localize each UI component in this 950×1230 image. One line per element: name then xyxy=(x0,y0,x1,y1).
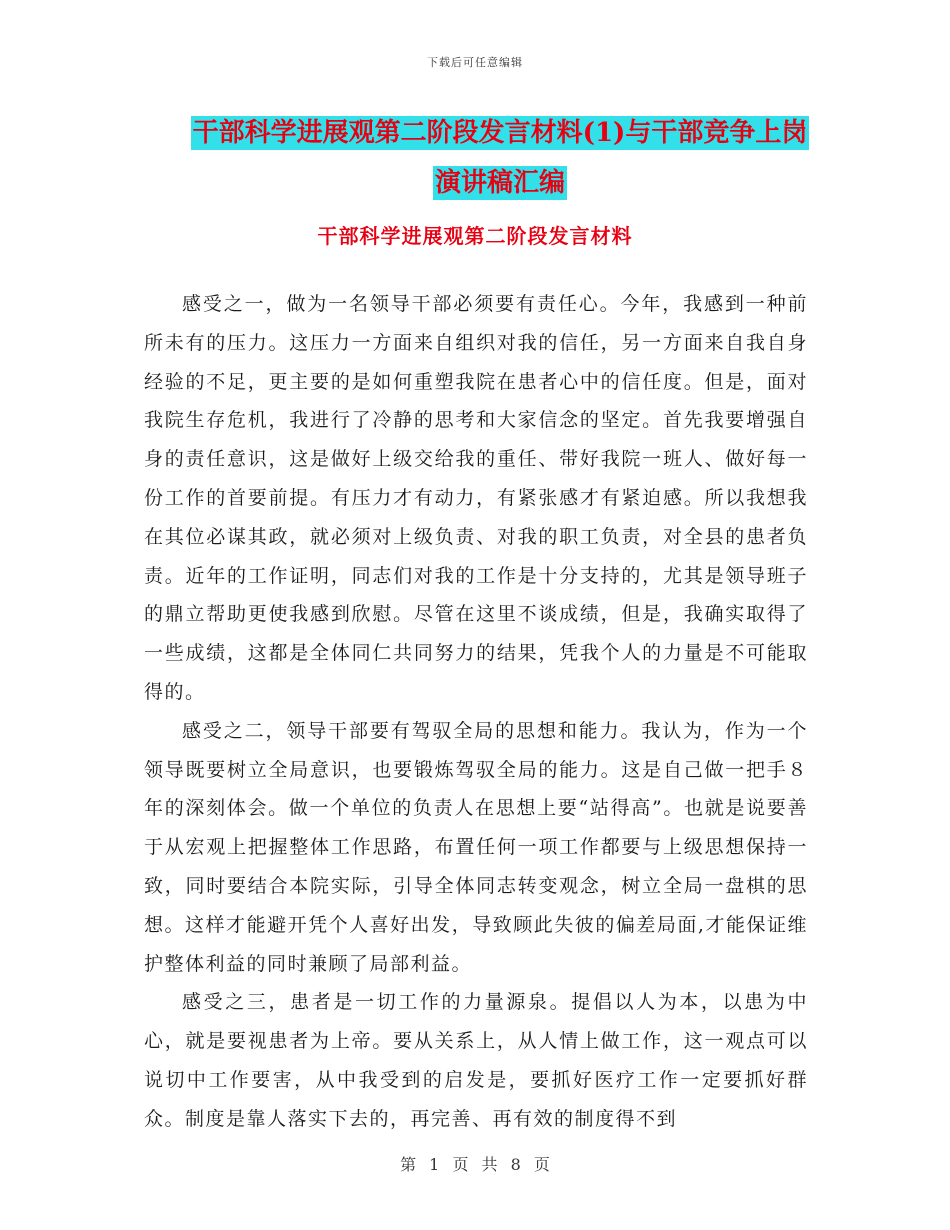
document-title-line-1: 干部科学进展观第二阶段发言材料(1)与干部竞争上岗 xyxy=(192,118,808,148)
page-footer: 第 1 页 共 8 页 xyxy=(400,1155,550,1174)
section-title: 干部科学进展观第二阶段发言材料 xyxy=(317,224,633,248)
document-title xyxy=(140,108,860,208)
paragraph-3: 感受之三，患者是一切工作的力量源泉。提倡以人为本，以患为中心，就是要视患者为上帝。要从关系上，从人情上做工作，这一观点可以说切中工作要害，从中我受到的启发是，要抓好医疗工作一定要抓好群众。制度是靠人落实下去的，再完善、再有效的制度得不到 xyxy=(144,991,808,1130)
paragraph-1: 感受之一，做为一名领导干部必须要有责任心。今年，我感到一种前所未有的压力。这压力一方面来自组织对我的信任，另一方面来自我自身经验的不足，更主要的是如何重塑我院在患者心中的信任度。但是，面对我院生存危机，我进行了冷静的思考和大家信念的坚定。首先我要增强自身的责任意识，这是做好上级交给我的重任、带好我院一班人、做好每一份工作的首要前提。有压力才有动力，有紧张感才有紧迫感。所以我想我在其位必谋其政，就必须对上级负责、对我的职工负责，对全县的患者负责。近年的工作证明，同志们对我的工作是十分支持的，尤其是领导班子的鼎立帮助更使我感到欣慰。尽管在这里不谈成绩，但是，我确实取得了一些成绩，这都是全体同仁共同努力的结果，凭我个人的力量是不可能取得的。 xyxy=(144,293,808,703)
document-title-line-2: 演讲稿汇编 xyxy=(434,168,565,198)
paragraph-2: 感受之二，领导干部要有驾驭全局的思想和能力。我认为，作为一个领导既要树立全局意识，也要锻炼驾驭全局的能力。这是自己做一把手８年的深刻体会。做一个单位的负责人在思想上要“站得高”。也就是说要善于从宏观上把握整体工作思路，布置任何一项工作都要与上级思想保持一致，同时要结合本院实际，引导全体同志转变观念，树立全局一盘棋的思想。这样才能避开凭个人喜好出发，导致顾此失彼的偏差局面,才能保证维护整体利益的同时兼顾了局部利益。 xyxy=(144,719,808,975)
page-header-note: 下载后可任意编辑 xyxy=(427,56,523,69)
document-body xyxy=(144,285,808,1139)
